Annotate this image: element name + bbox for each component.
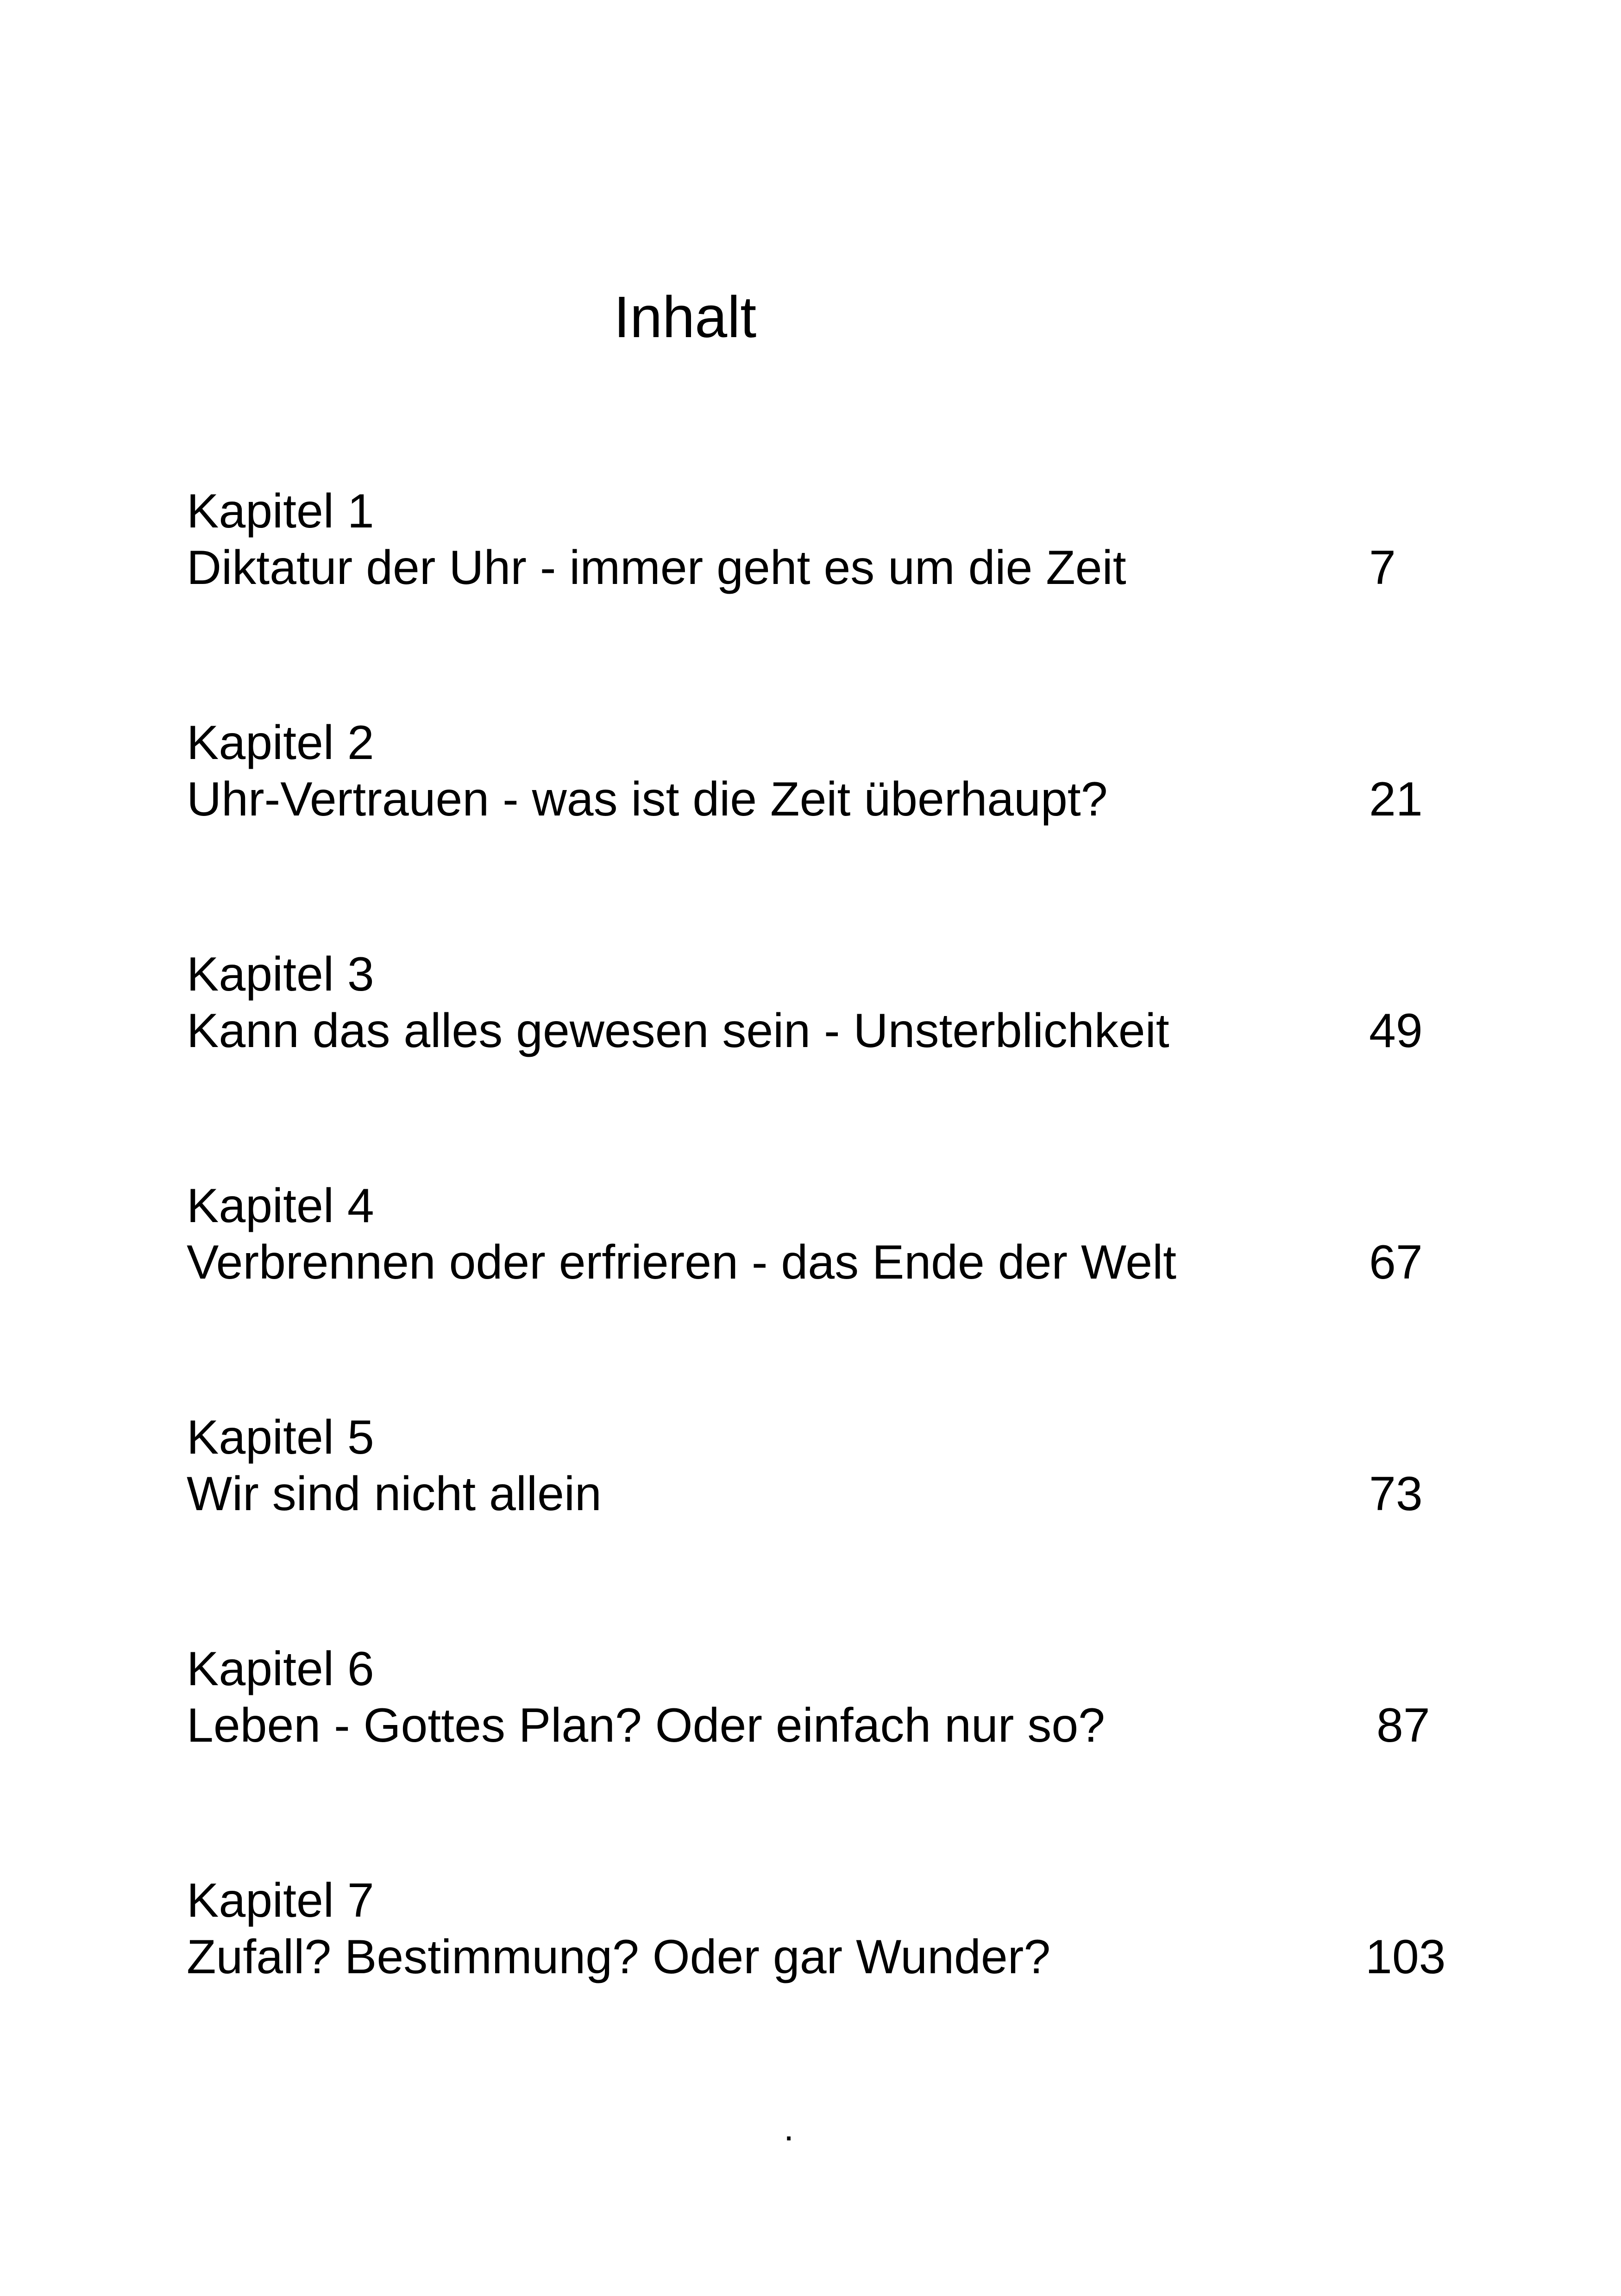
toc-entry-chapter-5 <box>187 1413 1483 1524</box>
chapter-title: Kann das alles gewesen sein - Unsterblichkeit <box>187 1004 1169 1058</box>
footer-mark: . <box>784 2107 794 2148</box>
chapter-page-number: 7 <box>1369 541 1396 595</box>
chapter-title: Uhr-Vertrauen - was ist die Zeit überhaupt? <box>187 772 1108 826</box>
chapter-label: Kapitel 5 <box>187 1411 374 1464</box>
chapter-title: Zufall? Bestimmung? Oder gar Wunder? <box>187 1930 1051 1984</box>
chapter-title: Diktatur der Uhr - immer geht es um die Zeit <box>187 541 1126 595</box>
chapter-page-number: 49 <box>1369 1004 1423 1058</box>
toc-entry-chapter-4 <box>187 1179 1483 1293</box>
chapter-page-number: 87 <box>1376 1699 1430 1752</box>
chapter-page-number: 103 <box>1365 1930 1446 1984</box>
chapter-label: Kapitel 3 <box>187 947 374 1001</box>
toc-entry-chapter-2 <box>187 716 1483 830</box>
chapter-label: Kapitel 1 <box>187 484 374 538</box>
chapter-page-number: 67 <box>1369 1236 1423 1289</box>
toc-entry-chapter-6 <box>187 1642 1483 1756</box>
chapter-page-number: 21 <box>1369 772 1423 826</box>
toc-entry-chapter-1 <box>187 484 1483 598</box>
toc-entry-chapter-3 <box>187 947 1483 1061</box>
chapter-label: Kapitel 6 <box>187 1642 374 1696</box>
chapter-title: Leben - Gottes Plan? Oder einfach nur so? <box>187 1699 1106 1752</box>
toc-entry-chapter-7 <box>187 1876 1483 1988</box>
chapter-page-number: 73 <box>1369 1467 1423 1521</box>
chapter-title: Wir sind nicht allein <box>187 1467 602 1521</box>
chapter-label: Kapitel 7 <box>187 1874 374 1927</box>
chapter-label: Kapitel 4 <box>187 1179 374 1233</box>
chapter-title: Verbrennen oder erfrieren - das Ende der Welt <box>187 1236 1177 1289</box>
chapter-label: Kapitel 2 <box>187 716 374 770</box>
toc-title: Inhalt <box>614 284 757 350</box>
